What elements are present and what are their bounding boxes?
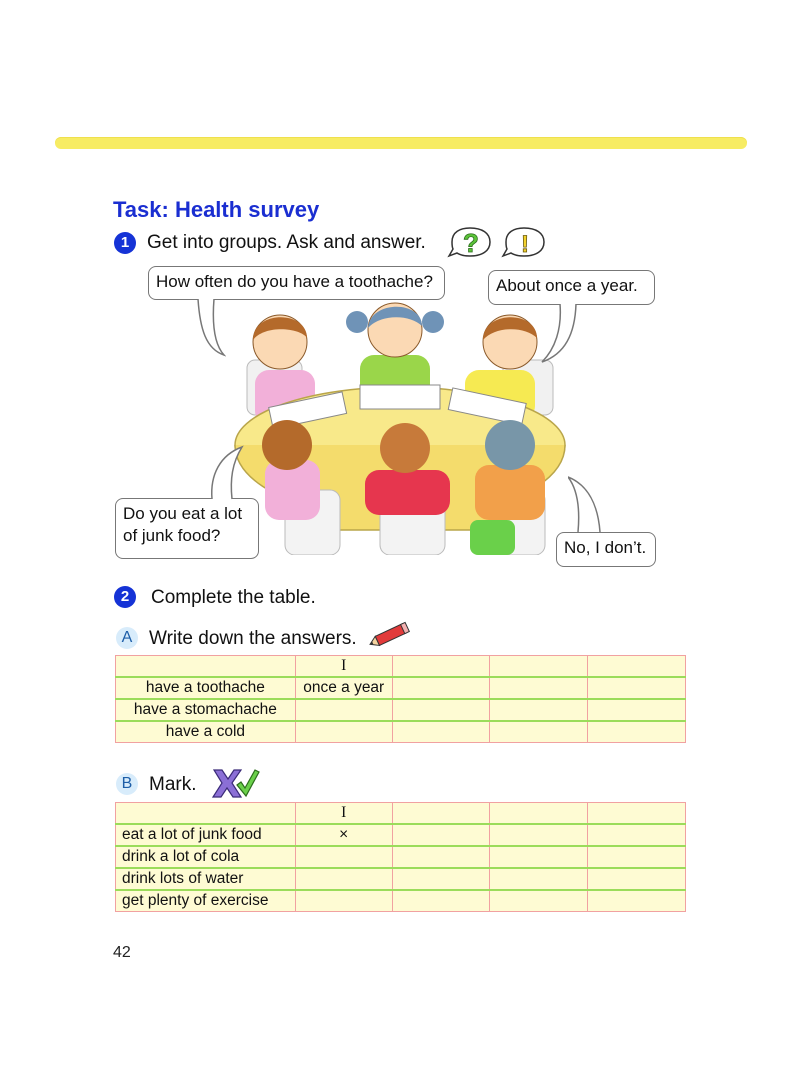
mark-cell[interactable] [588, 846, 686, 868]
speech-bubble-question-toothache: How often do you have a toothache? [148, 266, 445, 300]
table-row [116, 868, 686, 890]
answer-cell[interactable] [295, 699, 392, 721]
pencil-icon [368, 620, 412, 650]
mark-cell[interactable] [392, 824, 490, 846]
part-a-instruction: Write down the answers. [149, 628, 357, 649]
step-1-number: 1 [114, 232, 136, 254]
speech-bubble-answer-no: No, I don’t. [556, 532, 656, 567]
answer-cell[interactable] [490, 699, 588, 721]
part-a-badge: A [116, 627, 138, 649]
table-row [116, 824, 686, 846]
mark-cell[interactable] [490, 846, 588, 868]
speech-bubble-line: of junk food? [123, 526, 221, 545]
table-row [116, 721, 686, 743]
row-label: eat a lot of junk food [116, 824, 296, 846]
table-part-b [115, 802, 686, 912]
part-b-badge: B [116, 773, 138, 795]
table-row [116, 846, 686, 868]
row-label: get plenty of exercise [116, 890, 296, 912]
answer-cell[interactable] [392, 677, 490, 699]
header-cell [588, 656, 686, 678]
header-cell [116, 803, 296, 825]
mark-cell[interactable] [588, 868, 686, 890]
table-header-row [116, 803, 686, 825]
task-title: Task: Health survey [113, 197, 320, 222]
mark-cell[interactable]: × [295, 824, 392, 846]
speech-bubble-tail [540, 304, 580, 364]
exclaim-speech-icon [500, 225, 548, 259]
answer-cell[interactable] [392, 699, 490, 721]
header-cell: I [295, 656, 392, 678]
answer-cell[interactable] [588, 699, 686, 721]
speech-bubble-question-junk-food [115, 498, 259, 559]
speech-bubble-tail [196, 299, 226, 357]
step-2-instruction: Complete the table. [151, 587, 316, 608]
answer-cell[interactable] [490, 677, 588, 699]
mark-cell[interactable] [392, 868, 490, 890]
mark-cell[interactable] [295, 868, 392, 890]
header-cell [588, 803, 686, 825]
speech-bubble-answer-once-a-year: About once a year. [488, 270, 655, 305]
header-cell [490, 656, 588, 678]
header-highlight-stripe [55, 137, 747, 149]
part-b-instruction: Mark. [149, 774, 197, 795]
cross-check-icon [210, 766, 260, 800]
svg-text:!: ! [521, 231, 529, 258]
mark-cell[interactable] [588, 824, 686, 846]
mark-cell[interactable] [392, 890, 490, 912]
header-cell: I [295, 803, 392, 825]
speech-bubble-tail [568, 475, 608, 533]
answer-cell[interactable] [588, 721, 686, 743]
step-1-instruction: Get into groups. Ask and answer. [147, 232, 426, 253]
answer-cell[interactable]: once a year [295, 677, 392, 699]
table-header-row [116, 656, 686, 678]
header-cell [392, 656, 490, 678]
group-survey-illustration [225, 300, 575, 555]
step-2-number: 2 [114, 586, 136, 608]
mark-cell[interactable] [490, 890, 588, 912]
table-row [116, 677, 686, 699]
mark-cell[interactable] [490, 824, 588, 846]
mark-cell[interactable] [295, 890, 392, 912]
speech-bubble-line: Do you eat a lot [123, 504, 243, 523]
row-label: drink a lot of cola [116, 846, 296, 868]
mark-cell[interactable] [392, 846, 490, 868]
table-part-a [115, 655, 686, 743]
mark-cell[interactable] [295, 846, 392, 868]
row-label: drink lots of water [116, 868, 296, 890]
row-label: have a cold [116, 721, 296, 743]
answer-cell[interactable] [392, 721, 490, 743]
mark-cell[interactable] [490, 868, 588, 890]
svg-text:?: ? [463, 228, 479, 258]
page-number: 42 [113, 944, 131, 961]
header-cell [490, 803, 588, 825]
header-cell [116, 656, 296, 678]
header-cell [392, 803, 490, 825]
row-label: have a stomachache [116, 699, 296, 721]
table-row [116, 890, 686, 912]
table-row [116, 699, 686, 721]
answer-cell[interactable] [295, 721, 392, 743]
answer-cell[interactable] [588, 677, 686, 699]
speech-bubble-tail [200, 445, 245, 500]
row-label: have a toothache [116, 677, 296, 699]
answer-cell[interactable] [490, 721, 588, 743]
question-speech-icon [446, 225, 494, 259]
mark-cell[interactable] [588, 890, 686, 912]
